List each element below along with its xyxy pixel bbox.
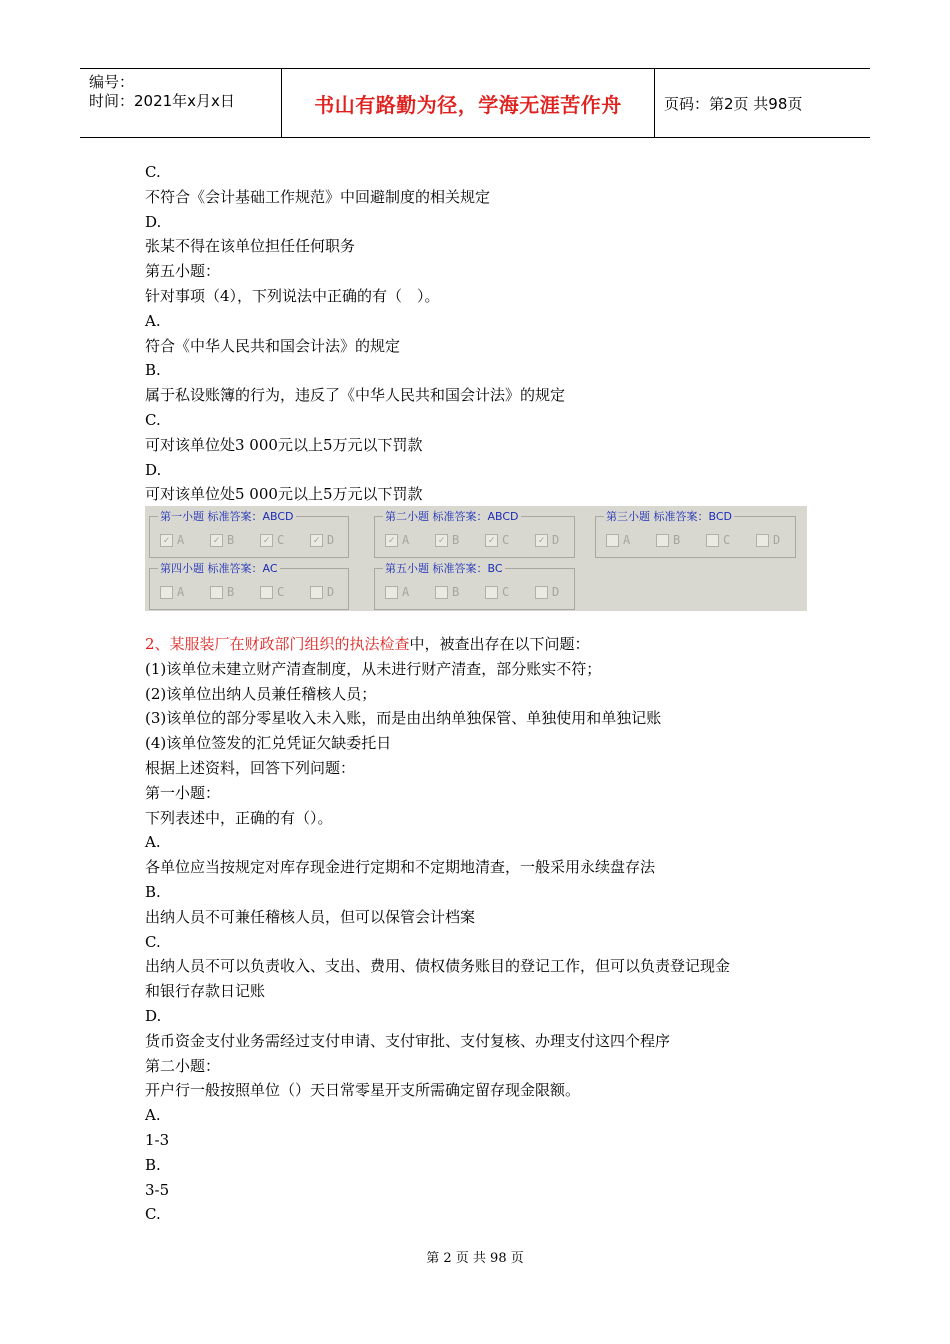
checked-checkbox-icon[interactable]: ✓ bbox=[385, 534, 398, 547]
text-line: D. bbox=[145, 460, 162, 479]
answer-option[interactable] bbox=[210, 585, 260, 599]
answer-options bbox=[606, 533, 806, 547]
answer-option[interactable] bbox=[260, 533, 310, 547]
text-line: 属于私设账簿的行为，违反了《中华人民共和国会计法》的规定 bbox=[145, 386, 566, 405]
answer-option-label: A bbox=[177, 533, 185, 547]
question-2-title bbox=[145, 632, 825, 657]
text-line: 1-3 bbox=[145, 1130, 170, 1149]
answer-group-title: 第四小题 标准答案：AC bbox=[160, 562, 278, 575]
answer-options bbox=[160, 585, 360, 599]
answer-option[interactable] bbox=[435, 533, 485, 547]
checkbox-icon[interactable] bbox=[656, 534, 669, 547]
text-line: C. bbox=[145, 163, 161, 181]
header-meta bbox=[80, 69, 280, 137]
answer-option-label: D bbox=[327, 585, 335, 599]
answer-option-label: D bbox=[552, 533, 560, 547]
answer-option-label: A bbox=[402, 533, 410, 547]
answer-option[interactable] bbox=[485, 585, 535, 599]
answer-option-label: B bbox=[227, 585, 235, 599]
checkbox-icon[interactable] bbox=[606, 534, 619, 547]
answer-options bbox=[385, 533, 585, 547]
answer-panel bbox=[145, 506, 807, 611]
text-line: 下列表述中，正确的有（）。 bbox=[145, 808, 333, 827]
text-line: (3)该单位的部分零星收入未入账，而是由出纳单独保管、单独使用和单独记账 bbox=[145, 709, 662, 728]
text-line: 针对事项（4），下列说法中正确的有（ ）。 bbox=[145, 286, 440, 305]
checkbox-icon[interactable] bbox=[706, 534, 719, 547]
text-line: A. bbox=[145, 311, 161, 330]
checkbox-icon[interactable] bbox=[210, 586, 223, 599]
text-line: 出纳人员不可以负责收入、支出、费用、债权债务账目的登记工作，但可以负责登记现金 bbox=[145, 957, 731, 976]
header-page-info: 页码：第2页 共98页 bbox=[664, 94, 803, 113]
text-line: 不符合《会计基础工作规范》中回避制度的相关规定 bbox=[145, 187, 491, 206]
answer-option-label: B bbox=[452, 533, 460, 547]
header-divider bbox=[654, 69, 655, 137]
checkbox-icon[interactable] bbox=[485, 586, 498, 599]
answer-option[interactable] bbox=[706, 533, 756, 547]
answer-option[interactable] bbox=[210, 533, 260, 547]
answer-group-3 bbox=[595, 510, 796, 558]
answer-group-title: 第三小题 标准答案：BCD bbox=[606, 510, 732, 523]
answer-group-4 bbox=[149, 562, 349, 610]
text-line: 符合《中华人民共和国会计法》的规定 bbox=[145, 336, 401, 355]
answer-option-label: B bbox=[227, 533, 235, 547]
answer-options bbox=[385, 585, 585, 599]
checked-checkbox-icon[interactable]: ✓ bbox=[160, 534, 173, 547]
checkbox-icon[interactable] bbox=[310, 586, 323, 599]
text-line: D. bbox=[145, 1006, 162, 1025]
text-line: 第二小题： bbox=[145, 1056, 221, 1075]
answer-option[interactable] bbox=[485, 533, 535, 547]
checkbox-icon[interactable] bbox=[756, 534, 769, 547]
text-line: B. bbox=[145, 361, 161, 380]
text-line: 张某不得在该单位担任任何职务 bbox=[145, 237, 356, 256]
answer-option-label: B bbox=[452, 585, 460, 599]
answer-options bbox=[160, 533, 360, 547]
text-block-bottom bbox=[145, 657, 825, 1227]
text-line: C. bbox=[145, 932, 161, 951]
text-line: 开户行一般按照单位（）天日常零星开支所需确定留存现金限额。 bbox=[145, 1081, 581, 1100]
text-line: 可对该单位处3 000元以上5万元以下罚款 bbox=[145, 435, 423, 454]
question-2-title-highlight: 2、某服装厂在财政部门组织的执法检查 bbox=[145, 635, 410, 653]
answer-option[interactable] bbox=[310, 533, 360, 547]
text-line: 3-5 bbox=[145, 1180, 170, 1199]
answer-option-label: D bbox=[552, 585, 560, 599]
answer-option[interactable] bbox=[160, 533, 210, 547]
answer-group-title: 第五小题 标准答案：BC bbox=[385, 562, 503, 575]
question-2-title-rest: 中，被查出存在以下问题： bbox=[409, 635, 590, 653]
text-line: B. bbox=[145, 1155, 161, 1174]
answer-option-label: C bbox=[723, 533, 731, 547]
text-line: A. bbox=[145, 833, 161, 852]
text-line: 出纳人员不可兼任稽核人员，但可以保管会计档案 bbox=[145, 907, 476, 926]
answer-group-title: 第二小题 标准答案：ABCD bbox=[385, 510, 519, 523]
answer-group-title: 第一小题 标准答案：ABCD bbox=[160, 510, 294, 523]
answer-option[interactable] bbox=[535, 585, 585, 599]
answer-option-label: C bbox=[502, 585, 510, 599]
answer-group-5 bbox=[374, 562, 575, 610]
page-footer: 第 2 页 共 98 页 bbox=[426, 1251, 524, 1266]
answer-option-label: A bbox=[177, 585, 185, 599]
text-line: D. bbox=[145, 212, 162, 231]
answer-option[interactable] bbox=[535, 533, 585, 547]
text-line: 第一小题： bbox=[145, 783, 221, 802]
checked-checkbox-icon[interactable]: ✓ bbox=[260, 534, 273, 547]
document-body-lower bbox=[145, 632, 825, 1227]
text-line: 第五小题： bbox=[145, 262, 221, 281]
text-line: 货币资金支付业务需经过支付申请、支付审批、支付复核、办理支付这四个程序 bbox=[145, 1031, 671, 1050]
date-label: 时间：2021年x月x日 bbox=[89, 92, 235, 110]
answer-option[interactable] bbox=[160, 585, 210, 599]
header-motto: 书山有路勤为径，学海无涯苦作舟 bbox=[314, 92, 622, 117]
checked-checkbox-icon[interactable]: ✓ bbox=[210, 534, 223, 547]
page-header bbox=[80, 68, 870, 138]
answer-option-label: A bbox=[402, 585, 410, 599]
text-line: B. bbox=[145, 882, 161, 901]
answer-option-label: D bbox=[773, 533, 781, 547]
text-line: C. bbox=[145, 410, 161, 429]
text-line: C. bbox=[145, 1205, 161, 1224]
checked-checkbox-icon[interactable]: ✓ bbox=[535, 534, 548, 547]
serial-label: 编号： bbox=[89, 73, 135, 91]
checkbox-icon[interactable] bbox=[260, 586, 273, 599]
checkbox-icon[interactable] bbox=[160, 586, 173, 599]
answer-group-2 bbox=[374, 510, 575, 558]
text-line: (1)该单位未建立财产清查制度，从未进行财产清查，部分账实不符； bbox=[145, 659, 602, 678]
document-body bbox=[145, 160, 825, 507]
text-line: (4)该单位签发的汇兑凭证欠缺委托日 bbox=[145, 734, 392, 753]
answer-option[interactable] bbox=[385, 533, 435, 547]
checked-checkbox-icon[interactable]: ✓ bbox=[435, 534, 448, 547]
answer-option-label: C bbox=[277, 585, 285, 599]
answer-option[interactable] bbox=[656, 533, 706, 547]
checkbox-icon[interactable] bbox=[435, 586, 448, 599]
answer-option[interactable] bbox=[435, 585, 485, 599]
answer-option-label: C bbox=[277, 533, 285, 547]
checkbox-icon[interactable] bbox=[385, 586, 398, 599]
text-line: (2)该单位出纳人员兼任稽核人员； bbox=[145, 684, 377, 703]
text-line: 和银行存款日记账 bbox=[145, 982, 266, 1001]
answer-option[interactable] bbox=[310, 585, 360, 599]
checked-checkbox-icon[interactable]: ✓ bbox=[485, 534, 498, 547]
text-line: 根据上述资料，回答下列问题： bbox=[145, 758, 356, 777]
text-block-top bbox=[145, 160, 825, 507]
checkbox-icon[interactable] bbox=[535, 586, 548, 599]
answer-option[interactable] bbox=[385, 585, 435, 599]
answer-option-label: A bbox=[623, 533, 631, 547]
answer-option[interactable] bbox=[756, 533, 806, 547]
answer-option-label: D bbox=[327, 533, 335, 547]
checked-checkbox-icon[interactable]: ✓ bbox=[310, 534, 323, 547]
answer-group-1 bbox=[149, 510, 349, 558]
answer-option-label: B bbox=[673, 533, 681, 547]
answer-option[interactable] bbox=[606, 533, 656, 547]
answer-option-label: C bbox=[502, 533, 510, 547]
text-line: 可对该单位处5 000元以上5万元以下罚款 bbox=[145, 485, 423, 504]
text-line: A. bbox=[145, 1106, 161, 1125]
answer-option[interactable] bbox=[260, 585, 310, 599]
text-line: 各单位应当按规定对库存现金进行定期和不定期地清查，一般采用永续盘存法 bbox=[145, 858, 656, 877]
